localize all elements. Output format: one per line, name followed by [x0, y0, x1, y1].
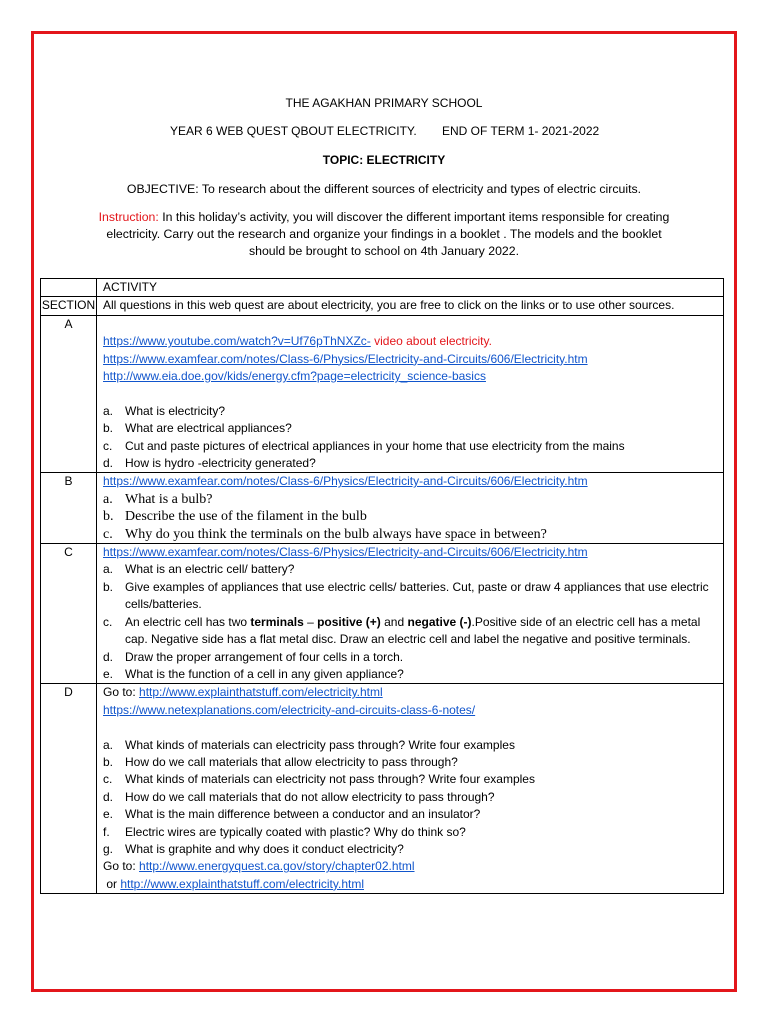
- list-item: d. Draw the proper arrangement of four cells in a torch.: [103, 649, 404, 664]
- list-item: b. What are electrical appliances?: [103, 421, 292, 436]
- list-item: a. What is electricity?: [103, 403, 226, 418]
- explainthatstuff-link-2[interactable]: http://www.explainthatstuff.com/electricity.html: [120, 876, 364, 891]
- section-d-questions: [103, 737, 717, 859]
- eia-link[interactable]: http://www.eia.doe.gov/kids/energy.cfm?page=electricity_science-basics: [103, 369, 486, 384]
- intro-row: [41, 297, 724, 315]
- list-item: c. What kinds of materials can electricity not pass through? Write four examples: [103, 772, 535, 787]
- section-d-content: [97, 684, 724, 894]
- list-item: e. What is the function of a cell in any given appliance?: [103, 666, 404, 681]
- list-item: g. What is graphite and why does it conduct electricity?: [103, 841, 404, 856]
- document-subtitle: YEAR 6 WEB QUEST QBOUT ELECTRICITY.: [170, 124, 417, 138]
- section-header: SECTION: [41, 297, 97, 315]
- list-item: d. How is hydro -electricity generated?: [103, 456, 316, 471]
- youtube-video-link[interactable]: https://www.youtube.com/watch?v=Uf76pThNXZc-: [103, 334, 371, 349]
- instruction-paragraph: [88, 209, 680, 260]
- instruction-text: In this holiday’s activity, you will discover the different important items responsible for creating electricity. Carry out the research and organize your findings in a booklet . The models and the booklet should be brought to school on 4th January 2022.: [106, 210, 670, 258]
- examfear-link[interactable]: https://www.examfear.com/notes/Class-6/Physics/Electricity-and-Circuits/606/Electricity.htm: [103, 474, 588, 489]
- section-d-label: D: [41, 684, 97, 894]
- list-item: d. How do we call materials that do not allow electricity to pass through?: [103, 789, 495, 804]
- list-item: c. Cut and paste pictures of electrical appliances in your home that use electricity from the mains: [103, 438, 625, 453]
- section-d-row: [41, 684, 724, 894]
- energyquest-link[interactable]: http://www.energyquest.ca.gov/story/chapter02.html: [139, 859, 415, 874]
- empty-header-cell: [41, 279, 97, 297]
- list-item: a. What is a bulb?: [103, 491, 213, 507]
- list-item: f. Electric wires are typically coated with plastic? Why do think so?: [103, 824, 466, 839]
- intro-text: All questions in this web quest are about electricity, you are free to click on the links or to use other sources.: [97, 297, 724, 315]
- section-c-content: [97, 544, 724, 684]
- section-b-row: [41, 473, 724, 544]
- section-b-content: [97, 473, 724, 544]
- list-item: a. What kinds of materials can electricity pass through? Write four examples: [103, 737, 515, 752]
- section-a-row: [41, 315, 724, 473]
- section-c-label: C: [41, 544, 97, 684]
- topic-heading: TOPIC: ELECTRICITY: [322, 153, 446, 167]
- list-item: b. Describe the use of the filament in the bulb: [103, 509, 367, 525]
- explainthatstuff-link[interactable]: http://www.explainthatstuff.com/electricity.html: [139, 685, 383, 700]
- instruction-label: Instruction:: [98, 210, 159, 224]
- netexplanations-link[interactable]: https://www.netexplanations.com/electricity-and-circuits-class-6-notes/: [103, 702, 476, 717]
- section-a-label: A: [41, 315, 97, 473]
- goto-label: Go to:: [103, 685, 140, 700]
- activity-table: [40, 278, 724, 894]
- goto-label: Go to:: [103, 859, 140, 874]
- section-a-questions: [103, 403, 717, 473]
- or-label: or: [103, 876, 121, 891]
- section-b-label: B: [41, 473, 97, 544]
- examfear-link[interactable]: https://www.examfear.com/notes/Class-6/Physics/Electricity-and-Circuits/606/Electricity.htm: [103, 351, 588, 366]
- section-a-content: [97, 315, 724, 473]
- list-item: e. What is the main difference between a conductor and an insulator?: [103, 807, 481, 822]
- table-header-row: [41, 279, 724, 297]
- list-item: c. An electric cell has two terminals – positive (+) and negative (-).Positive side of an electric cell has a metal cap. Negative side has a flat metal disc. Draw an electric cell and label the negative and positive terminals.: [103, 614, 701, 647]
- list-item: a. What is an electric cell/ battery?: [103, 562, 295, 577]
- term-label: END OF TERM 1- 2021-2022: [442, 124, 600, 138]
- video-note: video about electricity.: [370, 334, 492, 349]
- school-name: THE AGAKHAN PRIMARY SCHOOL: [285, 96, 483, 110]
- activity-header: ACTIVITY: [97, 279, 724, 297]
- list-item: b. Give examples of appliances that use electric cells/ batteries. Cut, paste or draw 4 appliances that use electric cells/batteries.: [103, 579, 709, 612]
- list-item: c. Why do you think the terminals on the bulb always have space in between?: [103, 526, 547, 542]
- section-c-questions: [103, 561, 717, 683]
- section-c-row: [41, 544, 724, 684]
- section-b-questions: [103, 491, 717, 543]
- objective-text: OBJECTIVE: To research about the different sources of electricity and types of electric circuits.: [126, 182, 642, 196]
- examfear-link[interactable]: https://www.examfear.com/notes/Class-6/Physics/Electricity-and-Circuits/606/Electricity.htm: [103, 545, 588, 560]
- list-item: b. How do we call materials that allow electricity to pass through?: [103, 754, 458, 769]
